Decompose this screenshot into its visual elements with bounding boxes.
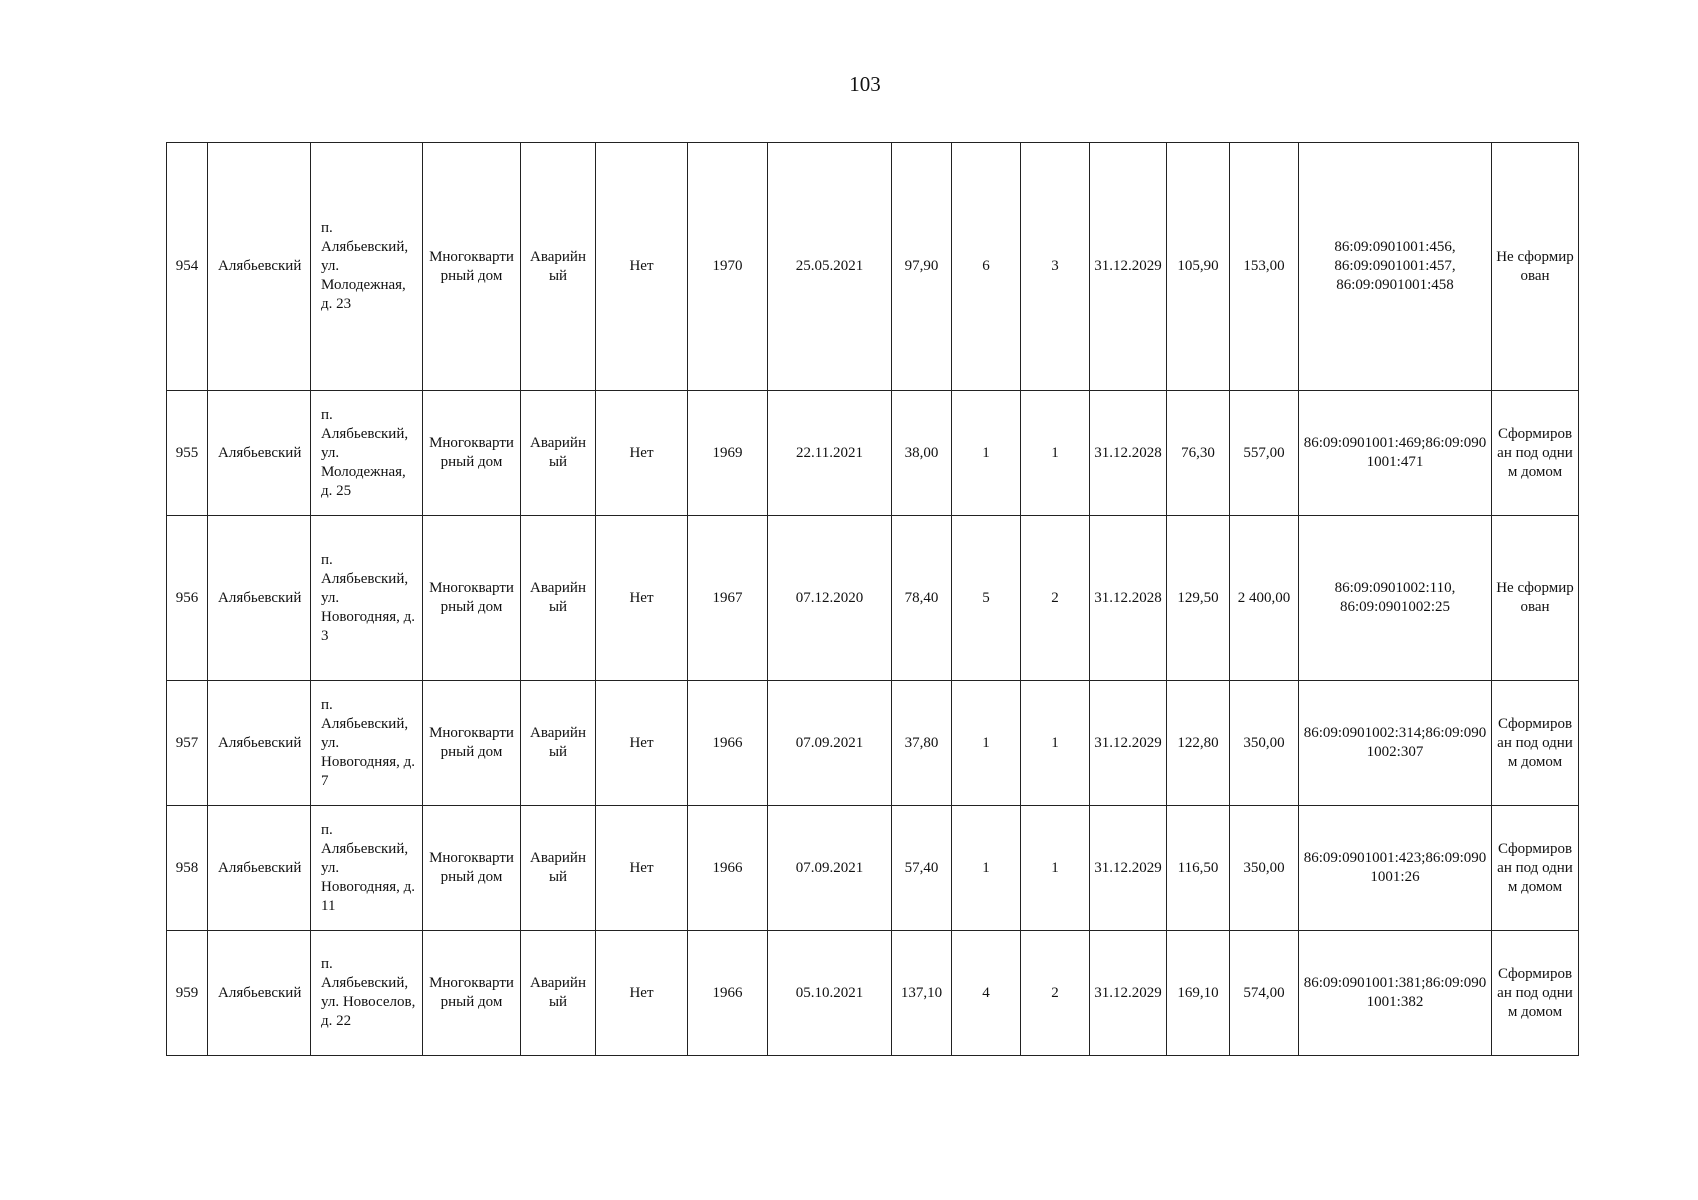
row-number: 955 [167,391,208,516]
table-row [167,391,1579,516]
deadline-cell: 31.12.2029 [1090,681,1167,806]
page-number: 103 [849,72,881,96]
land-area-cell: 557,00 [1230,391,1299,516]
condition-cell: Аварийный [521,931,596,1056]
building-type-cell: Многоквартирный дом [423,681,521,806]
date-cell: 25.05.2021 [768,143,892,391]
flats-cell: 2 [1021,516,1090,681]
land-status-cell: Сформирован под одним домом [1492,806,1579,931]
year-cell: 1967 [688,516,768,681]
row-number: 954 [167,143,208,391]
residents-cell: 1 [952,681,1021,806]
address-cell: п. Алябьевский, ул. Новоселов, д. 22 [311,931,423,1056]
cadastral-number-cell: 86:09:0901001:423;86:09:0901001:26 [1299,806,1492,931]
flats-cell: 2 [1021,931,1090,1056]
municipality-cell: Алябьевский [208,516,311,681]
year-cell: 1966 [688,931,768,1056]
date-cell: 07.12.2020 [768,516,892,681]
deadline-cell: 31.12.2029 [1090,806,1167,931]
municipality-cell: Алябьевский [208,391,311,516]
deadline-cell: 31.12.2029 [1090,931,1167,1056]
municipality-cell: Алябьевский [208,143,311,391]
table-row [167,516,1579,681]
address-cell: п. Алябьевский, ул. Молодежная, д. 25 [311,391,423,516]
flats-cell: 1 [1021,681,1090,806]
address-cell: п. Алябьевский, ул. Новогодняя, д. 3 [311,516,423,681]
table-row [167,681,1579,806]
flats-cell: 3 [1021,143,1090,391]
flag-cell: Нет [596,516,688,681]
land-area-cell: 350,00 [1230,681,1299,806]
building-type-cell: Многоквартирный дом [423,516,521,681]
area-cell: 57,40 [892,806,952,931]
address-cell: п. Алябьевский, ул. Новогодняя, д. 7 [311,681,423,806]
deadline-cell: 31.12.2028 [1090,391,1167,516]
cadastral-number-cell: 86:09:0901002:110, 86:09:0901002:25 [1299,516,1492,681]
row-number: 956 [167,516,208,681]
deadline-cell: 31.12.2029 [1090,143,1167,391]
residents-cell: 1 [952,806,1021,931]
area-cell: 38,00 [892,391,952,516]
land-status-cell: Сформирован под одним домом [1492,391,1579,516]
area-cell: 137,10 [892,931,952,1056]
flag-cell: Нет [596,681,688,806]
condition-cell: Аварийный [521,391,596,516]
area-cell: 97,90 [892,143,952,391]
total-area-cell: 116,50 [1167,806,1230,931]
flats-cell: 1 [1021,806,1090,931]
area-cell: 78,40 [892,516,952,681]
year-cell: 1966 [688,681,768,806]
land-status-cell: Не сформирован [1492,516,1579,681]
residents-cell: 4 [952,931,1021,1056]
land-area-cell: 574,00 [1230,931,1299,1056]
land-area-cell: 153,00 [1230,143,1299,391]
flag-cell: Нет [596,143,688,391]
table-row [167,143,1579,391]
residents-cell: 1 [952,391,1021,516]
residents-cell: 6 [952,143,1021,391]
land-status-cell: Не сформирован [1492,143,1579,391]
condition-cell: Аварийный [521,516,596,681]
cadastral-number-cell: 86:09:0901002:314;86:09:0901002:307 [1299,681,1492,806]
date-cell: 22.11.2021 [768,391,892,516]
row-number: 958 [167,806,208,931]
land-area-cell: 2 400,00 [1230,516,1299,681]
total-area-cell: 105,90 [1167,143,1230,391]
year-cell: 1966 [688,806,768,931]
row-number: 957 [167,681,208,806]
cadastral-number-cell: 86:09:0901001:469;86:09:0901001:471 [1299,391,1492,516]
address-cell: п. Алябьевский, ул. Новогодняя, д. 11 [311,806,423,931]
total-area-cell: 122,80 [1167,681,1230,806]
municipality-cell: Алябьевский [208,681,311,806]
area-cell: 37,80 [892,681,952,806]
building-type-cell: Многоквартирный дом [423,143,521,391]
deadline-cell: 31.12.2028 [1090,516,1167,681]
building-type-cell: Многоквартирный дом [423,806,521,931]
row-number: 959 [167,931,208,1056]
building-type-cell: Многоквартирный дом [423,391,521,516]
condition-cell: Аварийный [521,143,596,391]
residents-cell: 5 [952,516,1021,681]
land-area-cell: 350,00 [1230,806,1299,931]
condition-cell: Аварийный [521,681,596,806]
flats-cell: 1 [1021,391,1090,516]
total-area-cell: 76,30 [1167,391,1230,516]
cadastral-number-cell: 86:09:0901001:456, 86:09:0901001:457, 86:09:0901001:458 [1299,143,1492,391]
flag-cell: Нет [596,931,688,1056]
address-cell: п. Алябьевский, ул. Молодежная, д. 23 [311,143,423,391]
municipality-cell: Алябьевский [208,806,311,931]
cadastral-number-cell: 86:09:0901001:381;86:09:0901001:382 [1299,931,1492,1056]
year-cell: 1969 [688,391,768,516]
year-cell: 1970 [688,143,768,391]
housing-registry-table [166,142,1579,1056]
municipality-cell: Алябьевский [208,931,311,1056]
land-status-cell: Сформирован под одним домом [1492,931,1579,1056]
date-cell: 07.09.2021 [768,681,892,806]
table-row [167,931,1579,1056]
building-type-cell: Многоквартирный дом [423,931,521,1056]
date-cell: 05.10.2021 [768,931,892,1056]
date-cell: 07.09.2021 [768,806,892,931]
flag-cell: Нет [596,391,688,516]
land-status-cell: Сформирован под одним домом [1492,681,1579,806]
condition-cell: Аварийный [521,806,596,931]
total-area-cell: 169,10 [1167,931,1230,1056]
total-area-cell: 129,50 [1167,516,1230,681]
flag-cell: Нет [596,806,688,931]
table-row [167,806,1579,931]
